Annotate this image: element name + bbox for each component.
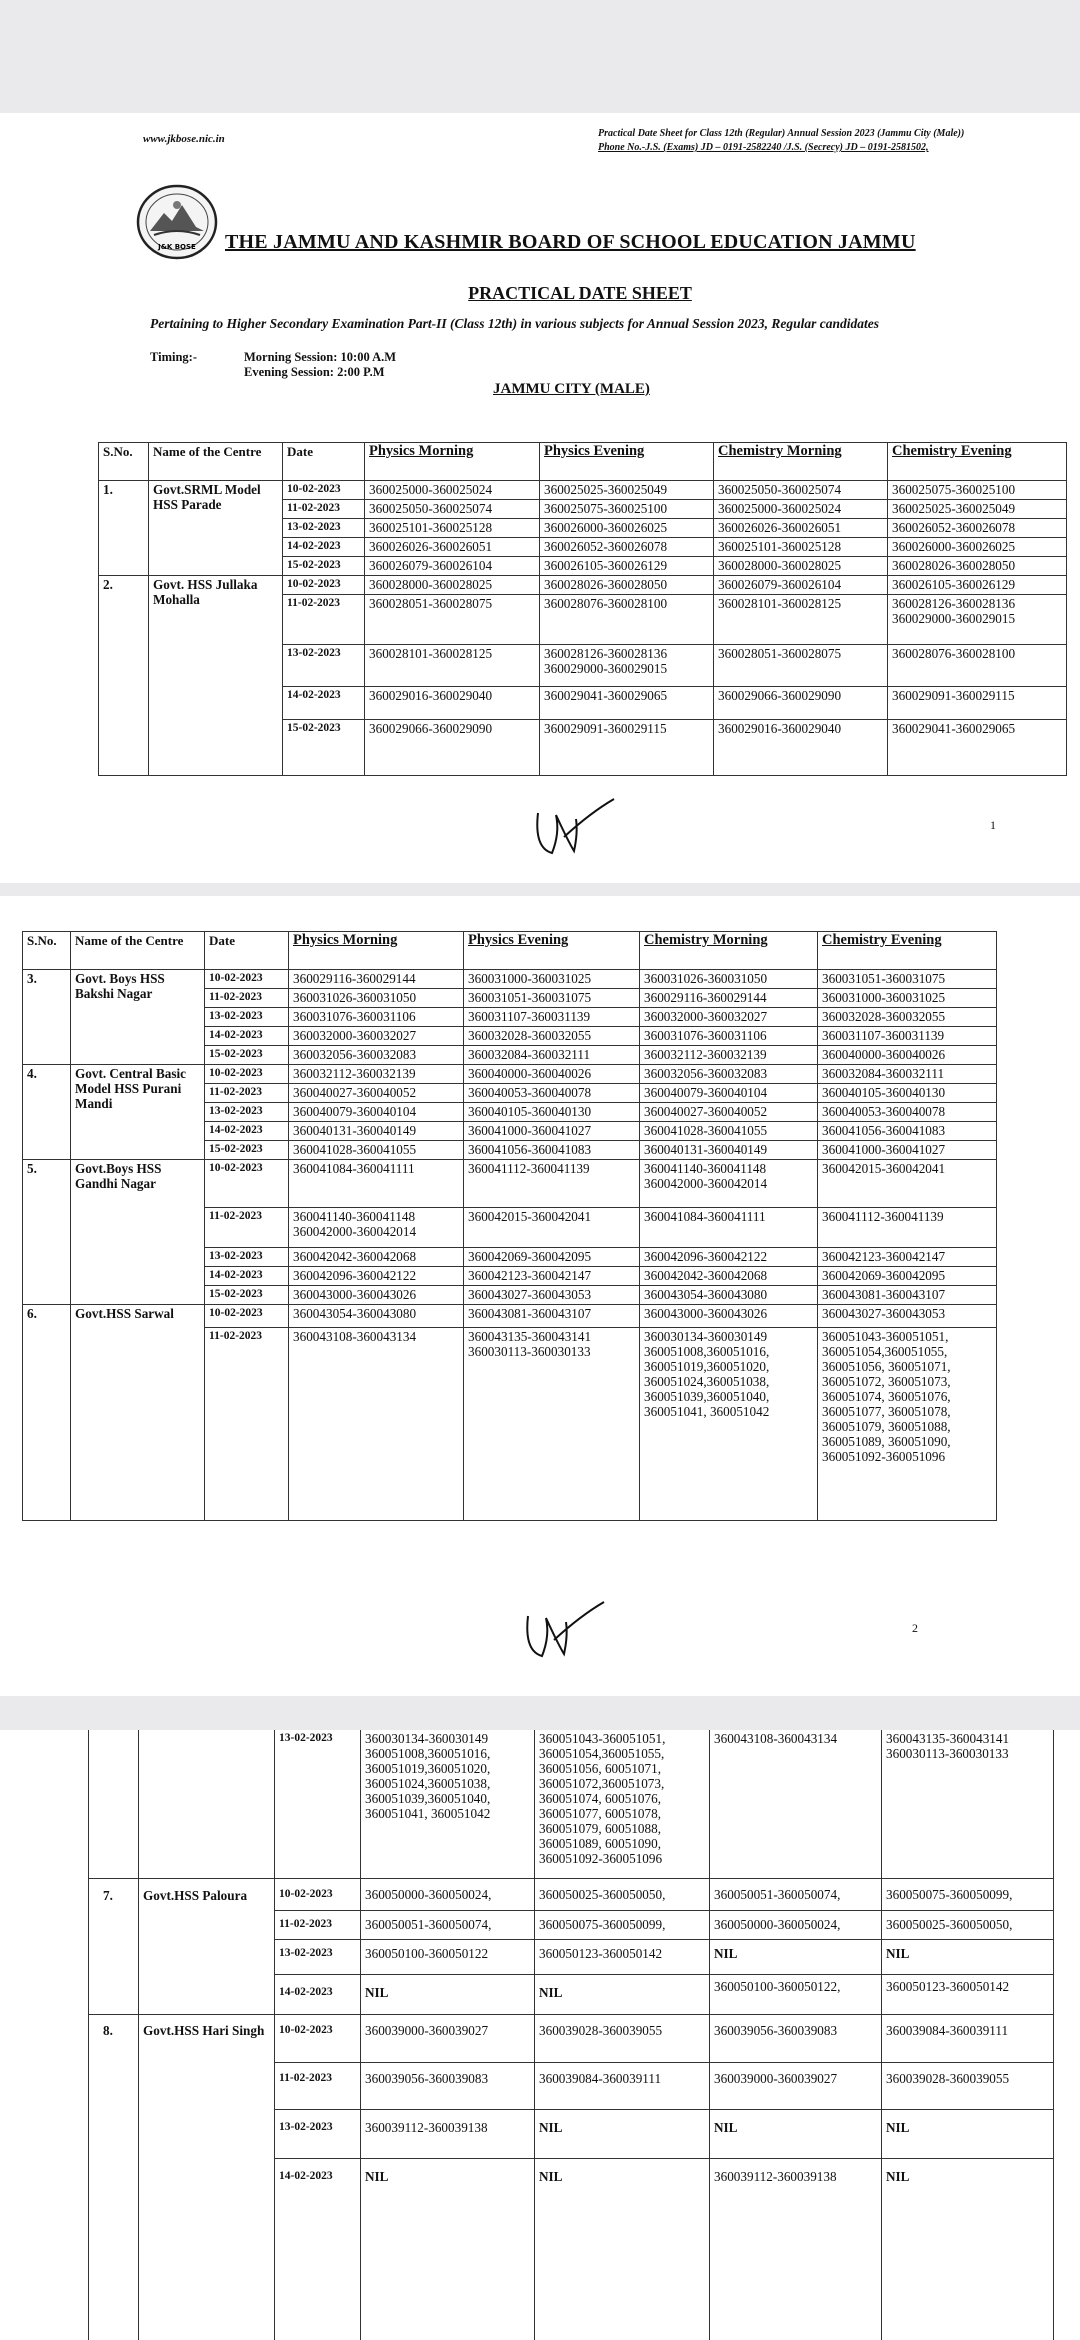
table-row [89, 2015, 1054, 2063]
date-cell: 10-02-2023 [283, 576, 365, 595]
page-number: 1 [990, 818, 996, 832]
chemistry-morning-cell: 360040079-360040104 [640, 1084, 818, 1103]
chemistry-evening-cell: 360041112-360041139 [818, 1208, 997, 1248]
chemistry-morning-cell: 360032000-360032027 [640, 1008, 818, 1027]
date-cell: 11-02-2023 [275, 1911, 361, 1940]
date-cell: 11-02-2023 [205, 989, 289, 1008]
physics-evening-cell: 360028076-360028100 [540, 595, 714, 645]
centre-sno: 1. [99, 481, 149, 576]
chemistry-evening-cell: 360031051-360031075 [818, 970, 997, 989]
physics-morning-cell: 360032112-360032139 [289, 1065, 464, 1084]
chemistry-evening-cell: 360050123-360050142 [882, 1975, 1054, 2015]
chemistry-evening-cell: 360026000-360026025 [888, 538, 1067, 557]
date-cell: 13-02-2023 [283, 645, 365, 687]
table-row [23, 1305, 997, 1328]
chemistry-morning-cell: 360043108-360043134 [710, 1730, 882, 1879]
col-chemistry-evening: Chemistry Evening [888, 443, 1067, 481]
chemistry-evening-cell: 360041000-360041027 [818, 1141, 997, 1160]
chemistry-evening-cell: 360042015-360042041 [818, 1160, 997, 1208]
col-date: Date [205, 932, 289, 970]
chemistry-morning-cell: 360028000-360028025 [714, 557, 888, 576]
physics-morning-cell: 360025050-360025074 [365, 500, 540, 519]
physics-morning-cell: 360043108-360043134 [289, 1328, 464, 1521]
physics-morning-cell: 360040027-360040052 [289, 1084, 464, 1103]
centre-name-continued [139, 1730, 275, 1879]
centre-sno: 8. [89, 2015, 139, 2340]
chemistry-morning-cell: 360025101-360025128 [714, 538, 888, 557]
header-line-2: Phone No.-J.S. (Exams) JD – 0191-2582240 /J.S. (Secrecy) JD – 0191-2581502, [598, 142, 929, 153]
chemistry-evening-cell: 360043135-360043141 360030113-360030133 [882, 1730, 1054, 1879]
physics-evening-cell: 360025075-360025100 [540, 500, 714, 519]
physics-evening-cell: 360031000-360031025 [464, 970, 640, 989]
chemistry-morning-cell: 360041028-360041055 [640, 1122, 818, 1141]
physics-morning-cell: 360050100-360050122 [361, 1940, 535, 1975]
centre-sno-continued [89, 1730, 139, 1879]
date-cell: 14-02-2023 [205, 1267, 289, 1286]
chemistry-morning-cell: 360042096-360042122 [640, 1248, 818, 1267]
chemistry-morning-cell: 360040131-360040149 [640, 1141, 818, 1160]
physics-evening-cell: 360043135-360043141 360030113-360030133 [464, 1328, 640, 1521]
table-row [23, 1160, 997, 1208]
physics-evening-cell: 360050025-360050050, [535, 1879, 710, 1911]
table-row [99, 481, 1067, 500]
chemistry-morning-cell: 360032112-360032139 [640, 1046, 818, 1065]
date-cell: 14-02-2023 [283, 538, 365, 557]
page-2 [0, 896, 1080, 1696]
chemistry-evening-cell: 360031107-360031139 [818, 1027, 997, 1046]
col-chemistry-evening: Chemistry Evening [818, 932, 997, 970]
table-header-row [99, 443, 1067, 481]
chemistry-morning-cell: 360029016-360029040 [714, 720, 888, 776]
physics-evening-cell: 360029091-360029115 [540, 720, 714, 776]
date-cell: 13-02-2023 [205, 1103, 289, 1122]
chemistry-evening-cell: NIL [882, 2159, 1054, 2340]
physics-morning-cell: 360041140-360041148 360042000-360042014 [289, 1208, 464, 1248]
date-cell: 11-02-2023 [205, 1084, 289, 1103]
physics-evening-cell: 360028026-360028050 [540, 576, 714, 595]
date-cell: 14-02-2023 [205, 1027, 289, 1046]
date-cell: 10-02-2023 [283, 481, 365, 500]
date-cell: 15-02-2023 [205, 1286, 289, 1305]
page-1 [0, 113, 1080, 883]
chemistry-evening-cell: 360040105-360040130 [818, 1084, 997, 1103]
chemistry-morning-cell: 360025000-360025024 [714, 500, 888, 519]
centre-name: Govt. HSS Jullaka Mohalla [149, 576, 283, 776]
morning-session: Morning Session: 10:00 A.M [244, 350, 397, 364]
physics-morning-cell: 360043000-360043026 [289, 1286, 464, 1305]
chemistry-evening-cell: 360025075-360025100 [888, 481, 1067, 500]
chemistry-evening-cell: 360042123-360042147 [818, 1248, 997, 1267]
website-url: www.jkbose.nic.in [143, 133, 225, 145]
header-info [598, 127, 964, 155]
physics-evening-cell: 360032084-360032111 [464, 1046, 640, 1065]
date-sheet-table-3 [88, 1730, 1054, 2340]
physics-morning-cell: 360039056-360039083 [361, 2063, 535, 2110]
physics-morning-cell: 360028051-360028075 [365, 595, 540, 645]
header-line-1: Practical Date Sheet for Class 12th (Regular) Annual Session 2023 (Jammu City (Male)) [598, 128, 965, 139]
col-physics-morning: Physics Morning [289, 932, 464, 970]
chemistry-evening-cell: 360029091-360029115 [888, 687, 1067, 720]
chemistry-evening-cell: 360040053-360040078 [818, 1103, 997, 1122]
centre-name: Govt.HSS Paloura [139, 1879, 275, 2015]
col-centre: Name of the Centre [71, 932, 205, 970]
physics-evening-cell: NIL [535, 2110, 710, 2159]
date-cell: 14-02-2023 [283, 687, 365, 720]
physics-evening-cell: 360025025-360025049 [540, 481, 714, 500]
city-title: JAMMU CITY (MALE) [493, 381, 650, 397]
physics-evening-cell: 360039028-360039055 [535, 2015, 710, 2063]
physics-morning-cell: 360031076-360031106 [289, 1008, 464, 1027]
chemistry-evening-cell: 360031000-360031025 [818, 989, 997, 1008]
physics-evening-cell: 360051043-360051051, 360051054,360051055, 360051056, 60051071, 360051072,360051073, 360051074, 60051076, 360051077, 60051078, 360051079, 60051088, 360051089, 60051090, 360051092-360051096 [535, 1730, 710, 1879]
chemistry-morning-cell: 360026026-360026051 [714, 519, 888, 538]
signature-icon [530, 793, 620, 863]
physics-evening-cell: 360026105-360026129 [540, 557, 714, 576]
date-cell: 14-02-2023 [275, 1975, 361, 2015]
table-row [23, 1065, 997, 1084]
chemistry-morning-cell: 360028051-360028075 [714, 645, 888, 687]
chemistry-evening-cell: 360028126-360028136 360029000-360029015 [888, 595, 1067, 645]
date-cell: 10-02-2023 [205, 1065, 289, 1084]
chemistry-evening-cell: 360051043-360051051, 360051054,360051055, 360051056, 360051071, 360051072, 360051073, 360051074, 360051076, 360051077, 360051078, 360051079, 360051088, 360051089, 360051090, 360051092-360051096 [818, 1328, 997, 1521]
date-cell: 13-02-2023 [275, 2110, 361, 2159]
date-cell: 14-02-2023 [205, 1122, 289, 1141]
centre-name: Govt.HSS Sarwal [71, 1305, 205, 1521]
chemistry-morning-cell: 360050051-360050074, [710, 1879, 882, 1911]
physics-morning-cell: 360025000-360025024 [365, 481, 540, 500]
pertaining-line: Pertaining to Higher Secondary Examination Part-II (Class 12th) in various subjects for Annual Session 2023, Regular candidates [150, 316, 879, 331]
physics-morning-cell: 360039112-360039138 [361, 2110, 535, 2159]
date-cell: 13-02-2023 [205, 1008, 289, 1027]
centre-name: Govt.SRML Model HSS Parade [149, 481, 283, 576]
physics-morning-cell: 360041028-360041055 [289, 1141, 464, 1160]
chemistry-morning-cell: 360031076-360031106 [640, 1027, 818, 1046]
physics-evening-cell: 360026052-360026078 [540, 538, 714, 557]
col-physics-morning: Physics Morning [365, 443, 540, 481]
chemistry-morning-cell: 360039000-360039027 [710, 2063, 882, 2110]
physics-morning-cell: 360050051-360050074, [361, 1911, 535, 1940]
date-cell: 15-02-2023 [205, 1046, 289, 1065]
date-cell: 10-02-2023 [205, 1160, 289, 1208]
chemistry-morning-cell: 360039056-360039083 [710, 2015, 882, 2063]
physics-morning-cell: 360025101-360025128 [365, 519, 540, 538]
physics-morning-cell: 360042042-360042068 [289, 1248, 464, 1267]
physics-morning-cell: 360039000-360039027 [361, 2015, 535, 2063]
physics-morning-cell: NIL [361, 2159, 535, 2340]
date-cell: 13-02-2023 [205, 1248, 289, 1267]
chemistry-morning-cell: 360043054-360043080 [640, 1286, 818, 1305]
date-cell: 11-02-2023 [205, 1328, 289, 1521]
physics-evening-cell: 360040000-360040026 [464, 1065, 640, 1084]
chemistry-evening-cell: 360050025-360050050, [882, 1911, 1054, 1940]
chemistry-evening-cell: 360050075-360050099, [882, 1879, 1054, 1911]
chemistry-evening-cell: 360041056-360041083 [818, 1122, 997, 1141]
table-row [23, 970, 997, 989]
chemistry-morning-cell: 360043000-360043026 [640, 1305, 818, 1328]
chemistry-evening-cell: 360043027-360043053 [818, 1305, 997, 1328]
chemistry-evening-cell: 360029041-360029065 [888, 720, 1067, 776]
chemistry-morning-cell: 360028101-360028125 [714, 595, 888, 645]
chemistry-evening-cell: NIL [882, 1940, 1054, 1975]
physics-morning-cell: 360031026-360031050 [289, 989, 464, 1008]
physics-evening-cell: NIL [535, 2159, 710, 2340]
chemistry-evening-cell: 360043081-360043107 [818, 1286, 997, 1305]
physics-evening-cell: 360050123-360050142 [535, 1940, 710, 1975]
physics-morning-cell: 360029016-360029040 [365, 687, 540, 720]
physics-morning-cell: 360028101-360028125 [365, 645, 540, 687]
physics-evening-cell: 360029041-360029065 [540, 687, 714, 720]
physics-morning-cell: 360043054-360043080 [289, 1305, 464, 1328]
table-header-row [23, 932, 997, 970]
chemistry-evening-cell: 360032084-360032111 [818, 1065, 997, 1084]
chemistry-morning-cell: 360050100-360050122, [710, 1975, 882, 2015]
chemistry-morning-cell: 360041140-360041148 360042000-360042014 [640, 1160, 818, 1208]
table-row [89, 1730, 1054, 1879]
physics-evening-cell: 360040053-360040078 [464, 1084, 640, 1103]
date-cell: 13-02-2023 [283, 519, 365, 538]
physics-evening-cell: 360031051-360031075 [464, 989, 640, 1008]
col-chemistry-morning: Chemistry Morning [640, 932, 818, 970]
centre-name: Govt. Central Basic Model HSS Purani Mandi [71, 1065, 205, 1160]
physics-evening-cell: 360026000-360026025 [540, 519, 714, 538]
date-cell: 13-02-2023 [275, 1940, 361, 1975]
physics-evening-cell: 360032028-360032055 [464, 1027, 640, 1046]
page-3 [0, 1730, 1080, 2340]
chemistry-morning-cell: 360031026-360031050 [640, 970, 818, 989]
date-cell: 10-02-2023 [205, 970, 289, 989]
physics-evening-cell: 360042015-360042041 [464, 1208, 640, 1248]
col-physics-evening: Physics Evening [464, 932, 640, 970]
col-sno: S.No. [23, 932, 71, 970]
physics-evening-cell: 360041112-360041139 [464, 1160, 640, 1208]
physics-evening-cell: 360028126-360028136 360029000-360029015 [540, 645, 714, 687]
chemistry-evening-cell: 360039028-360039055 [882, 2063, 1054, 2110]
physics-morning-cell: 360026026-360026051 [365, 538, 540, 557]
chemistry-morning-cell: NIL [710, 1940, 882, 1975]
physics-evening-cell: 360043081-360043107 [464, 1305, 640, 1328]
centre-sno: 5. [23, 1160, 71, 1305]
physics-morning-cell: 360029116-360029144 [289, 970, 464, 989]
chemistry-morning-cell: 360041084-360041111 [640, 1208, 818, 1248]
date-cell: 13-02-2023 [275, 1730, 361, 1879]
physics-morning-cell: 360042096-360042122 [289, 1267, 464, 1286]
date-cell: 14-02-2023 [275, 2159, 361, 2340]
evening-session: Evening Session: 2:00 P.M [244, 365, 385, 379]
physics-evening-cell: 360042069-360042095 [464, 1248, 640, 1267]
physics-morning-cell: 360040131-360040149 [289, 1122, 464, 1141]
seal-text: J&K BOSE [158, 243, 196, 251]
physics-morning-cell: 360029066-360029090 [365, 720, 540, 776]
date-sheet-table-1 [98, 442, 1067, 776]
centre-sno: 6. [23, 1305, 71, 1521]
chemistry-morning-cell: 360040027-360040052 [640, 1103, 818, 1122]
date-sheet-table-2 [22, 931, 997, 1521]
centre-sno: 4. [23, 1065, 71, 1160]
chemistry-evening-cell: 360028026-360028050 [888, 557, 1067, 576]
physics-evening-cell: 360042123-360042147 [464, 1267, 640, 1286]
physics-morning-cell: 360032000-360032027 [289, 1027, 464, 1046]
timing-label: Timing:- [150, 350, 197, 364]
physics-evening-cell: 360031107-360031139 [464, 1008, 640, 1027]
physics-morning-cell: NIL [361, 1975, 535, 2015]
chemistry-evening-cell: NIL [882, 2110, 1054, 2159]
date-cell: 10-02-2023 [205, 1305, 289, 1328]
chemistry-evening-cell: 360040000-360040026 [818, 1046, 997, 1065]
date-cell: 11-02-2023 [275, 2063, 361, 2110]
centre-sno: 2. [99, 576, 149, 776]
chemistry-morning-cell: 360025050-360025074 [714, 481, 888, 500]
chemistry-morning-cell: 360039112-360039138 [710, 2159, 882, 2340]
chemistry-morning-cell: 360029116-360029144 [640, 989, 818, 1008]
page-number: 2 [912, 1621, 918, 1635]
col-physics-evening: Physics Evening [540, 443, 714, 481]
physics-evening-cell: 360050075-360050099, [535, 1911, 710, 1940]
date-cell: 10-02-2023 [275, 1879, 361, 1911]
chemistry-evening-cell: 360026052-360026078 [888, 519, 1067, 538]
date-cell: 15-02-2023 [283, 557, 365, 576]
centre-name: Govt.HSS Hari Singh [139, 2015, 275, 2340]
physics-morning-cell: 360032056-360032083 [289, 1046, 464, 1065]
table-row [99, 576, 1067, 595]
col-chemistry-morning: Chemistry Morning [714, 443, 888, 481]
physics-evening-cell: 360039084-360039111 [535, 2063, 710, 2110]
centre-sno: 7. [89, 1879, 139, 2015]
date-cell: 11-02-2023 [283, 500, 365, 519]
centre-sno: 3. [23, 970, 71, 1065]
chemistry-morning-cell: NIL [710, 2110, 882, 2159]
physics-evening-cell: 360041000-360041027 [464, 1122, 640, 1141]
physics-morning-cell: 360028000-360028025 [365, 576, 540, 595]
col-centre: Name of the Centre [149, 443, 283, 481]
chemistry-evening-cell: 360028076-360028100 [888, 645, 1067, 687]
chemistry-evening-cell: 360025025-360025049 [888, 500, 1067, 519]
date-cell: 10-02-2023 [275, 2015, 361, 2063]
chemistry-evening-cell: 360039084-360039111 [882, 2015, 1054, 2063]
date-cell: 11-02-2023 [205, 1208, 289, 1248]
chemistry-morning-cell: 360032056-360032083 [640, 1065, 818, 1084]
signature-icon [520, 1596, 610, 1666]
physics-morning-cell: 360041084-360041111 [289, 1160, 464, 1208]
page-title: PRACTICAL DATE SHEET [468, 283, 692, 303]
col-date: Date [283, 443, 365, 481]
chemistry-evening-cell: 360032028-360032055 [818, 1008, 997, 1027]
chemistry-evening-cell: 360026105-360026129 [888, 576, 1067, 595]
physics-evening-cell: 360040105-360040130 [464, 1103, 640, 1122]
physics-morning-cell: 360030134-360030149 360051008,360051016, 360051019,360051020, 360051024,360051038, 360051039,360051040, 360051041, 360051042 [361, 1730, 535, 1879]
col-sno: S.No. [99, 443, 149, 481]
chemistry-morning-cell: 360026079-360026104 [714, 576, 888, 595]
physics-evening-cell: 360043027-360043053 [464, 1286, 640, 1305]
physics-morning-cell: 360026079-360026104 [365, 557, 540, 576]
physics-evening-cell: 360041056-360041083 [464, 1141, 640, 1160]
date-cell: 15-02-2023 [283, 720, 365, 776]
chemistry-morning-cell: 360042042-360042068 [640, 1267, 818, 1286]
physics-evening-cell: NIL [535, 1975, 710, 2015]
table-row [89, 1879, 1054, 1911]
chemistry-morning-cell: 360050000-360050024, [710, 1911, 882, 1940]
centre-name: Govt.Boys HSS Gandhi Nagar [71, 1160, 205, 1305]
date-cell: 15-02-2023 [205, 1141, 289, 1160]
board-name: THE JAMMU AND KASHMIR BOARD OF SCHOOL EDUCATION JAMMU [225, 231, 916, 253]
chemistry-evening-cell: 360042069-360042095 [818, 1267, 997, 1286]
centre-name: Govt. Boys HSS Bakshi Nagar [71, 970, 205, 1065]
physics-morning-cell: 360050000-360050024, [361, 1879, 535, 1911]
board-seal-icon [136, 183, 218, 261]
chemistry-morning-cell: 360029066-360029090 [714, 687, 888, 720]
physics-morning-cell: 360040079-360040104 [289, 1103, 464, 1122]
date-cell: 11-02-2023 [283, 595, 365, 645]
chemistry-morning-cell: 360030134-360030149 360051008,360051016, 360051019,360051020, 360051024,360051038, 360051039,360051040, 360051041, 360051042 [640, 1328, 818, 1521]
